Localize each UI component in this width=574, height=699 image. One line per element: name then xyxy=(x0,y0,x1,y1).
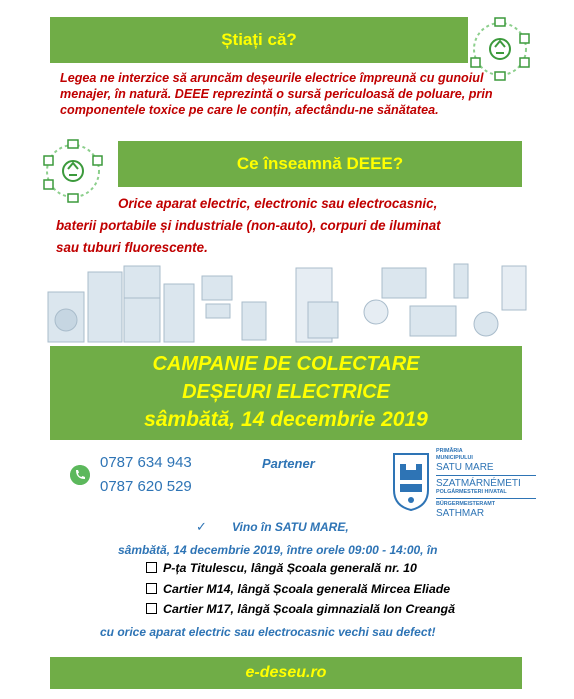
header-title: Știați că? xyxy=(221,30,297,49)
partner-divider xyxy=(436,498,536,499)
header-banner xyxy=(50,17,468,63)
campaign-banner xyxy=(50,346,522,440)
checkbox-icon xyxy=(146,603,157,614)
deee-title: Ce înseamnă DEEE? xyxy=(236,154,404,173)
phone-number-1[interactable]: 0787 634 943 xyxy=(100,454,192,471)
campaign-line-2: DEȘEURI ELECTRICE xyxy=(182,381,390,403)
partner-office-hu: POLGÁRMESTERI HIVATAL xyxy=(436,489,507,495)
partner-city-hu: SZATMÁRNÉMETI xyxy=(436,478,521,489)
footer-banner xyxy=(50,657,522,689)
deee-line-1: Orice aparat electric, electronic sau electrocasnic, xyxy=(118,196,438,211)
campaign-date: sâmbătă, 14 decembrie 2019 xyxy=(144,408,428,431)
location-1: P-ța Titulescu, lângă Școala generală nr. 10 xyxy=(163,561,417,575)
checkmark-icon: ✓ xyxy=(196,519,207,534)
partner-divider xyxy=(436,475,536,476)
campaign-line-1: CAMPANIE DE COLECTARE xyxy=(152,353,420,375)
list-item xyxy=(146,561,417,575)
event-invite: Vino în SATU MARE, xyxy=(232,520,349,534)
intro-paragraph: Legea ne interzice să aruncăm deșeurile electrice împreună cu gunoiul menajer, în natură. DEEE reprezintă o sursă periculoasă de poluare, prin componentele toxice pe care le conțin, afectându-ne sănătatea. xyxy=(60,71,493,117)
deee-line-2: baterii portabile și industriale (non-auto), corpuri de iluminat xyxy=(56,218,441,233)
phone-number-2[interactable]: 0787 620 529 xyxy=(100,478,192,495)
event-closing: cu orice aparat electric sau electrocasnic vechi sau defect! xyxy=(100,625,436,639)
partner-city-de: SATHMAR xyxy=(436,508,485,519)
phone-icon xyxy=(70,465,90,485)
list-item xyxy=(146,602,455,616)
deee-definition xyxy=(56,193,496,259)
location-3: Cartier M17, lângă Școala gimnazială Ion Creangă xyxy=(163,602,455,616)
location-2: Cartier M14, lângă Școala generală Mircea Eliade xyxy=(163,582,451,596)
partner-line-de: BÜRGERMEISTERAMT xyxy=(436,501,495,507)
checkbox-icon xyxy=(146,562,157,573)
event-time: sâmbătă, 14 decembrie 2019, între orele 09:00 - 14:00, în xyxy=(118,543,438,557)
partner-city: SATU MARE xyxy=(436,462,494,473)
city-crest-icon xyxy=(390,450,432,512)
appliances-illustration xyxy=(46,262,532,346)
deee-line-3: sau tuburi fluorescente. xyxy=(56,240,208,255)
website-link[interactable]: e-deseu.ro xyxy=(245,664,327,681)
checkbox-icon xyxy=(146,583,157,594)
list-item xyxy=(146,582,450,596)
partner-logo-text xyxy=(436,448,536,519)
deee-banner xyxy=(118,141,522,187)
partner-label: Partener xyxy=(262,456,315,471)
partner-line-2: MUNICIPIULUI xyxy=(436,455,473,461)
partner-line-1: PRIMĂRIA xyxy=(436,448,463,454)
